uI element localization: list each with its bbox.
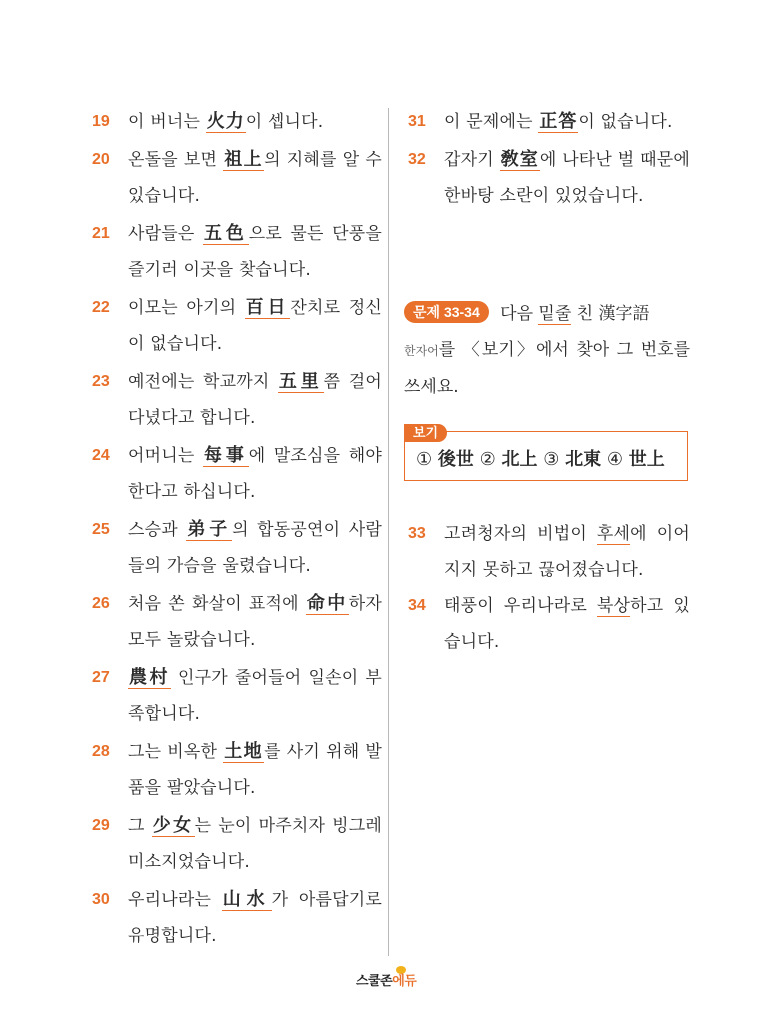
option-marker: ①	[416, 449, 433, 470]
question-number: 34	[408, 597, 426, 614]
question-25	[92, 512, 382, 584]
underlined-word: 후세	[596, 524, 631, 544]
question-20	[92, 142, 382, 214]
question-31	[408, 104, 690, 140]
question-number: 33	[408, 525, 426, 542]
question-text: 우리나라는 山水가 아름답기로 유명합니다.	[128, 889, 382, 946]
hanja-term: 漢字語	[598, 304, 650, 324]
question-21	[92, 216, 382, 288]
hanja-reading: 한자어	[404, 344, 439, 358]
question-29	[92, 808, 382, 880]
question-32	[408, 142, 690, 214]
question-number: 21	[92, 225, 110, 242]
question-30	[92, 882, 382, 954]
question-22	[92, 290, 382, 362]
option-2: 北上	[501, 449, 538, 470]
question-text: 이 문제에는 正答이 없습니다.	[444, 111, 673, 132]
hanja-word: 百日	[245, 297, 290, 318]
problem-range-badge: 문제 33-34	[404, 301, 489, 323]
question-24	[92, 438, 382, 510]
question-text: 스승과 弟子의 합동공연이 사람들의 가슴을 울렸습니다.	[128, 519, 382, 576]
question-number: 22	[92, 299, 110, 316]
question-text: 갑자기 敎室에 나타난 벌 때문에 한바탕 소란이 있었습니다.	[444, 149, 690, 206]
question-text: 예전에는 학교까지 五里쯤 걸어 다녔다고 합니다.	[128, 371, 382, 428]
question-number: 29	[92, 817, 110, 834]
question-number: 20	[92, 151, 110, 168]
question-text: 태풍이 우리나라로 북상하고 있습니다.	[444, 596, 690, 652]
question-33	[408, 516, 690, 588]
question-text: 이 버너는 火力이 셉니다.	[128, 111, 324, 132]
hanja-word: 土地	[224, 741, 264, 762]
question-text: 이모는 아기의 百日잔치로 정신이 없습니다.	[128, 297, 382, 354]
question-19	[92, 104, 382, 140]
option-3: 北東	[565, 449, 602, 470]
hanja-word: 五里	[278, 371, 323, 392]
example-options	[416, 447, 665, 473]
question-text: 처음 쏜 화살이 표적에 命中하자 모두 놀랐습니다.	[128, 593, 383, 650]
question-number: 31	[408, 113, 426, 130]
right-question-column	[408, 104, 690, 216]
question-23	[92, 364, 382, 436]
question-number: 23	[92, 373, 110, 390]
column-divider	[388, 108, 389, 956]
hanja-word: 敎室	[500, 149, 539, 170]
hanja-word: 命中	[306, 593, 348, 614]
hanja-word: 山水	[222, 889, 271, 910]
question-number: 27	[92, 669, 110, 686]
question-number: 26	[92, 595, 110, 612]
question-text: 그는 비옥한 土地를 사기 위해 발품을 팔았습니다.	[128, 741, 383, 798]
question-text: 사람들은 五色으로 물든 단풍을 즐기러 이곳을 찾습니다.	[128, 223, 383, 280]
hanja-word: 農村	[129, 667, 170, 688]
question-26	[92, 586, 382, 658]
question-text: 農村 인구가 줄어들어 일손이 부족합니다.	[128, 667, 383, 724]
question-text: 온돌을 보면 祖上의 지혜를 알 수 있습니다.	[128, 149, 383, 206]
left-question-column	[92, 104, 382, 956]
question-number: 19	[92, 113, 110, 130]
question-34	[408, 588, 690, 660]
option-4: 世上	[628, 449, 665, 470]
question-text: 그 少女는 눈이 마주치자 빙그레 미소지었습니다.	[128, 815, 383, 872]
question-28	[92, 734, 382, 806]
option-marker: ③	[543, 449, 560, 470]
question-text: 고려청자의 비법이 후세에 이어지지 못하고 끊어졌습니다.	[444, 524, 690, 580]
hanja-word: 正答	[539, 111, 578, 132]
underlined-word: 북상	[596, 596, 631, 616]
instruction-paragraph: 문제 33-34 다음 밑줄 친 漢字語 한자어를 〈보기〉에서 찾아 그 번호를 쓰세요.	[404, 296, 690, 405]
hanja-word: 少女	[152, 815, 194, 836]
hanja-word: 每事	[203, 445, 248, 466]
publisher-logo: 스쿨존에듀	[356, 973, 417, 988]
question-27	[92, 660, 382, 732]
question-number: 32	[408, 151, 426, 168]
option-marker: ②	[479, 449, 496, 470]
hanja-word: 弟子	[187, 519, 232, 540]
underline-word: 밑줄	[538, 304, 572, 324]
question-number: 24	[92, 447, 110, 464]
question-text: 어머니는 每事에 말조심을 해야 한다고 하십니다.	[128, 445, 383, 502]
option-1: 後世	[437, 449, 474, 470]
right-question-column-2	[408, 516, 690, 660]
question-number: 28	[92, 743, 110, 760]
hanja-word: 五色	[203, 223, 248, 244]
question-number: 30	[92, 891, 110, 908]
hanja-word: 祖上	[224, 149, 264, 170]
option-marker: ④	[606, 449, 623, 470]
question-number: 25	[92, 521, 110, 538]
hanja-word: 火力	[206, 111, 245, 132]
example-box-label: 보기	[404, 424, 447, 442]
